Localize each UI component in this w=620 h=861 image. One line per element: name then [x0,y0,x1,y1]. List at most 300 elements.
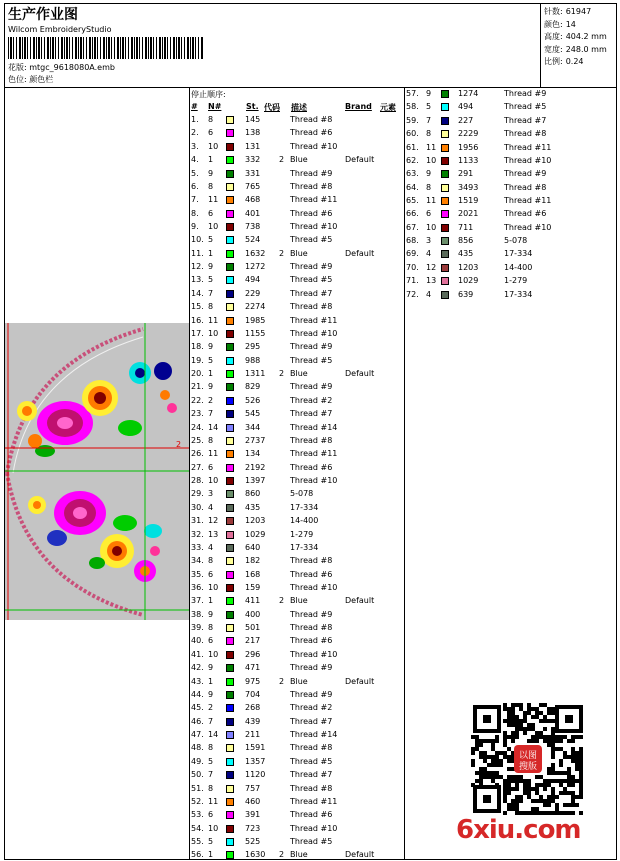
page-title: 生产作业图 [8,7,78,23]
row-index: 30. [191,502,204,512]
row-description: 14-400 [504,262,533,272]
row-description: Thread #11 [504,142,552,152]
row-needle: 7 [208,770,214,780]
stat-row [544,31,607,44]
table-row [191,689,401,701]
row-stitches: 182 [245,556,261,566]
row-index: 49. [191,756,204,766]
color-swatch [226,664,234,672]
color-swatch [226,718,234,726]
row-needle: 8 [208,743,214,753]
table-row [191,849,401,861]
table-row [191,355,401,367]
row-stitches: 1029 [245,529,266,539]
preview-divider [189,87,190,860]
color-swatch [226,357,234,365]
row-index: 18. [191,342,204,352]
color-swatch [226,771,234,779]
row-description: Thread #10 [504,222,552,232]
row-needle: 9 [208,382,214,392]
table-row [406,208,616,220]
color-swatch [226,383,234,391]
color-swatch [226,744,234,752]
color-swatch [441,224,449,232]
row-needle: 13 [208,529,219,539]
col-header-code: 代码 [264,103,280,112]
row-needle: 10 [208,328,219,338]
color-swatch [441,277,449,285]
watermark-site: 6xiu.com [456,815,581,845]
color-swatch [226,544,234,552]
color-swatch [441,210,449,218]
row-index: 7. [191,195,199,205]
row-stitches: 1632 [245,248,266,258]
stats-divider [540,3,541,87]
row-needle: 13 [426,276,437,286]
row-stitches: 525 [245,837,261,846]
table-row [191,381,401,393]
row-description: Thread #10 [290,328,338,338]
color-swatch [226,838,234,846]
row-needle: 14 [208,730,219,739]
color-swatch [226,317,234,325]
row-needle: 1 [208,248,214,258]
table-row [191,702,401,714]
row-needle: 6 [208,569,214,579]
row-description: Thread #8 [290,743,333,753]
row-description: Blue [290,155,308,165]
table-row [191,529,401,541]
color-swatch [441,90,449,98]
row-needle: 6 [426,209,432,219]
row-description: Thread #8 [504,129,547,139]
row-description: Thread #8 [290,302,333,312]
row-needle: 8 [208,181,214,191]
row-index: 37. [191,596,204,606]
row-code: 2 [279,369,285,378]
row-index: 9. [191,222,199,231]
stat-label: 针数: [544,7,563,16]
table-row [191,435,401,447]
table-row [191,542,401,554]
barcode [8,37,204,59]
row-needle: 1 [208,596,214,606]
row-needle: 4 [208,502,214,512]
row-stitches: 471 [245,663,261,673]
row-description: Thread #11 [290,195,338,205]
color-swatch [226,210,234,218]
col-header-stitches: St. [246,102,259,111]
color-swatch [226,798,234,806]
row-description: Thread #11 [290,796,338,806]
row-description: Thread #11 [504,196,552,205]
color-swatch [226,263,234,271]
color-swatch [226,584,234,592]
row-stitches: 168 [245,569,261,579]
color-swatch [226,637,234,645]
row-stitches: 138 [245,128,261,138]
row-index: 29. [191,489,204,499]
row-description: Thread #14 [290,730,338,739]
colorway-value: 颜色栏 [29,75,54,84]
row-needle: 5 [208,756,214,766]
row-needle: 1 [208,850,214,860]
row-needle: 8 [426,129,432,139]
row-description: Thread #9 [290,609,333,619]
row-index: 45. [191,703,204,713]
color-swatch [226,424,234,432]
color-swatch [441,264,449,272]
row-description: Thread #8 [290,115,333,124]
row-description: Thread #10 [290,649,338,659]
row-index: 21. [191,382,204,392]
row-needle: 9 [208,342,214,352]
color-swatch [226,330,234,338]
row-index: 36. [191,583,204,592]
color-swatch [226,397,234,405]
row-index: 63. [406,169,419,179]
table-row [406,195,616,207]
row-needle: 11 [426,142,437,152]
row-needle: 5 [208,355,214,365]
stat-row [544,44,607,57]
row-needle: 5 [208,235,214,245]
table-row [406,248,616,260]
row-description: Thread #9 [290,342,333,352]
row-stitches: 400 [245,609,261,619]
row-stitches: 159 [245,583,261,592]
row-description: Thread #10 [504,155,552,165]
row-description: Thread #7 [290,409,333,419]
row-stitches: 439 [245,716,261,726]
color-swatch [226,785,234,793]
color-swatch [226,704,234,712]
color-swatch [441,157,449,165]
row-index: 48. [191,743,204,753]
row-index: 65. [406,196,419,205]
row-description: Thread #6 [290,810,333,820]
color-swatch [226,196,234,204]
row-description: Thread #9 [290,663,333,673]
row-description: 1-279 [290,529,314,539]
row-code: 2 [279,850,285,860]
row-description: Thread #6 [290,128,333,138]
row-stitches: 1029 [458,276,479,286]
row-description: Thread #11 [290,449,338,459]
row-stitches: 765 [245,181,261,191]
row-needle: 10 [208,141,219,151]
table-row [191,127,401,139]
table-row [191,221,401,233]
table-row [191,234,401,246]
row-description: 5-078 [504,236,528,246]
row-needle: 5 [426,102,432,112]
row-needle: 7 [208,409,214,419]
table-row [406,235,616,247]
color-swatch [226,825,234,833]
row-needle: 12 [426,262,437,272]
col-header-element: 元素 [380,103,396,112]
row-index: 4. [191,155,199,165]
color-swatch [226,571,234,579]
table-row [406,182,616,194]
row-index: 35. [191,569,204,579]
row-description: Thread #6 [290,569,333,579]
table-row [191,676,401,688]
table-row [191,783,401,795]
row-needle: 7 [208,288,214,298]
row-index: 52. [191,796,204,806]
row-index: 68. [406,236,419,246]
row-needle: 6 [208,462,214,472]
row-needle: 8 [208,783,214,793]
color-swatch [441,250,449,258]
row-needle: 6 [208,128,214,138]
row-index: 24. [191,422,204,432]
qr-badge-line1: 以图 [518,751,538,761]
table-row [191,796,401,808]
table-row [191,448,401,460]
table-row [191,515,401,527]
row-index: 56. [191,850,204,860]
qr-badge-line2: 搜版 [518,762,538,772]
table-row [191,488,401,500]
row-index: 3. [191,141,199,151]
row-index: 19. [191,355,204,365]
row-index: 59. [406,115,419,125]
row-stitches: 704 [245,689,261,699]
table-row [191,769,401,781]
row-stitches: 2229 [458,129,479,139]
row-needle: 11 [208,449,219,459]
row-stitches: 1155 [245,328,266,338]
table-row [191,395,401,407]
stat-row [544,56,607,69]
color-swatch [226,410,234,418]
row-needle: 7 [426,115,432,125]
row-stitches: 545 [245,409,261,419]
row-index: 47. [191,730,204,739]
col-header-brand: Brand [345,102,372,111]
color-swatch [226,504,234,512]
table-row [191,582,401,594]
row-stitches: 860 [245,489,261,499]
row-description: Thread #5 [290,837,333,846]
table-row [191,194,401,206]
table-row [191,635,401,647]
row-index: 72. [406,289,419,299]
design-stats [544,6,607,69]
row-needle: 1 [208,369,214,378]
color-swatch [441,117,449,125]
stat-row [544,6,607,19]
row-description: Thread #5 [290,275,333,285]
row-description: Thread #5 [290,355,333,365]
row-index: 67. [406,222,419,232]
row-description: Thread #9 [290,689,333,699]
table-row [191,716,401,728]
row-needle: 5 [208,837,214,846]
row-needle: 8 [208,435,214,445]
row-needle: 10 [426,222,437,232]
row-description: Thread #5 [290,235,333,245]
row-stitches: 460 [245,796,261,806]
table-row [191,809,401,821]
table-row [191,622,401,634]
row-needle: 9 [426,169,432,179]
row-stitches: 856 [458,236,474,246]
row-stitches: 738 [245,222,261,231]
row-index: 11. [191,248,204,258]
color-swatch [226,450,234,458]
row-brand: Default [345,155,375,165]
row-description: Blue [290,850,308,860]
row-index: 46. [191,716,204,726]
row-needle: 8 [426,182,432,192]
row-index: 70. [406,262,419,272]
color-swatch [226,490,234,498]
row-index: 39. [191,623,204,633]
row-brand: Default [345,850,375,860]
row-description: Thread #9 [290,168,333,178]
row-description: Thread #9 [290,262,333,272]
row-index: 66. [406,209,419,219]
row-stitches: 829 [245,382,261,392]
col-header-num: # [191,102,198,111]
row-needle: 10 [208,222,219,231]
row-stitches: 332 [245,155,261,165]
row-description: 14-400 [290,516,319,526]
row-description: Thread #5 [504,102,547,112]
table-row [406,128,616,140]
table-row [191,569,401,581]
row-description: Thread #8 [290,623,333,633]
row-needle: 4 [208,542,214,552]
row-stitches: 291 [458,169,474,179]
color-swatch [226,464,234,472]
table-row [191,462,401,474]
table-row [191,609,401,621]
table-row [406,222,616,234]
stat-label: 比例: [544,57,563,66]
stat-value: 248.0 mm [565,44,607,54]
col-header-desc: 描述 [291,103,307,112]
row-description: Thread #2 [290,703,333,713]
row-description: Thread #9 [504,89,547,98]
row-stitches: 295 [245,342,261,352]
row-stitches: 131 [245,141,261,151]
table-row [191,836,401,848]
row-stitches: 1311 [245,369,266,378]
row-description: Thread #6 [290,462,333,472]
row-stitches: 411 [245,596,261,606]
row-index: 53. [191,810,204,820]
row-needle: 9 [208,262,214,272]
row-description: Thread #7 [290,288,333,298]
table-row [191,168,401,180]
row-stitches: 1956 [458,142,479,152]
row-stitches: 435 [245,502,261,512]
row-stitches: 2737 [245,435,266,445]
row-stitches: 524 [245,235,261,245]
row-stitches: 227 [458,115,474,125]
table-row [191,408,401,420]
row-needle: 10 [426,155,437,165]
color-swatch [226,557,234,565]
stop-sequence-title: 停止顺序: [191,90,226,99]
color-swatch [226,437,234,445]
color-swatch [226,597,234,605]
row-needle: 5 [208,275,214,285]
row-needle: 9 [208,168,214,178]
row-index: 60. [406,129,419,139]
color-swatch [226,611,234,619]
row-index: 50. [191,770,204,780]
stat-label: 颜色: [544,19,563,29]
row-needle: 10 [208,649,219,659]
table-row [191,729,401,741]
table-row [191,208,401,220]
row-description: Thread #8 [290,783,333,793]
row-description: 1-279 [504,276,528,286]
row-stitches: 723 [245,823,261,833]
color-swatch [226,758,234,766]
row-needle: 6 [208,810,214,820]
row-needle: 6 [208,208,214,218]
row-index: 16. [191,315,204,325]
row-needle: 7 [208,716,214,726]
table-row [406,168,616,180]
row-description: 17-334 [290,542,319,552]
row-index: 23. [191,409,204,419]
table-row [191,341,401,353]
row-stitches: 1120 [245,770,266,780]
color-swatch [226,290,234,298]
table-row [406,88,616,100]
table-row [191,288,401,300]
row-index: 64. [406,182,419,192]
row-stitches: 1591 [245,743,266,753]
row-description: Thread #2 [290,395,333,405]
row-description: Thread #6 [290,636,333,646]
software-name: Wilcom EmbroideryStudio [8,25,112,34]
table-row [191,154,401,166]
row-stitches: 1397 [245,476,266,485]
row-needle: 1 [208,676,214,686]
row-index: 54. [191,823,204,833]
row-stitches: 1274 [458,89,479,98]
qr-code [471,703,585,815]
row-needle: 2 [208,395,214,405]
row-stitches: 1133 [458,155,479,165]
color-swatch [441,291,449,299]
color-swatch [226,851,234,859]
row-stitches: 1203 [458,262,479,272]
row-index: 17. [191,328,204,338]
row-needle: 1 [208,155,214,165]
row-index: 58. [406,102,419,112]
row-stitches: 468 [245,195,261,205]
table-row [191,823,401,835]
row-description: 17-334 [504,249,533,259]
row-index: 71. [406,276,419,286]
row-index: 57. [406,89,419,98]
row-description: Blue [290,676,308,686]
color-swatch [226,250,234,258]
row-stitches: 211 [245,730,261,739]
row-description: 17-334 [290,502,319,512]
row-stitches: 711 [458,222,474,232]
